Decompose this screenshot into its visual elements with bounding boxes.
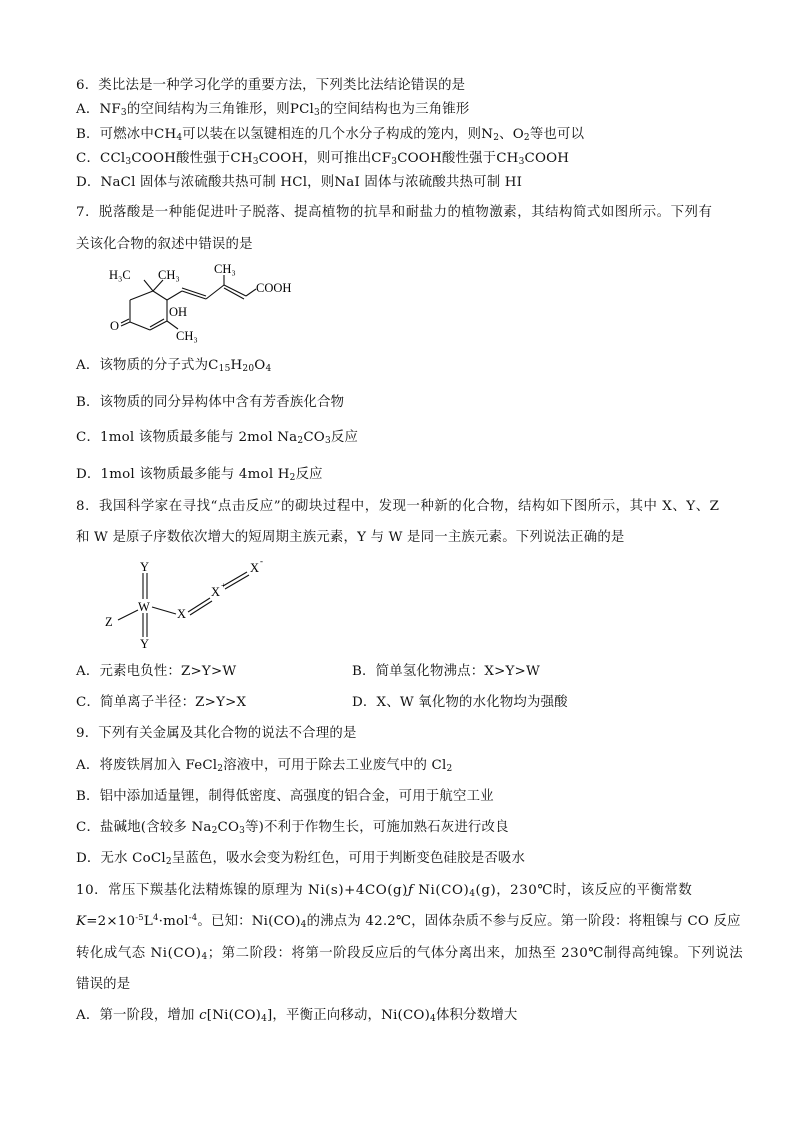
struct-ch3-top-label: CH₃ (158, 268, 180, 282)
struct-x1-label: X (177, 607, 187, 621)
struct-x2-charge: + (221, 581, 226, 590)
q10-option-a: A．第一阶段，增加 $c[Ni(CO)_4]$，平衡正向移动，$Ni(CO)_4$体积分数增大 (76, 1008, 518, 1024)
q8-option-b: B．简单氢化物沸点：X>Y>W (352, 664, 540, 679)
q6-option-b: B．可燃冰中$CH_4$可以装在以氢键相连的几个水分子构成的笼内，则$N_2$、$O_2$等也可以 (76, 127, 585, 143)
q8-option-a: A．元素电负性：Z>Y>W (76, 664, 237, 679)
q6-option-d: D．NaCl 固体与浓硫酸共热可制 HCl，则NaI 固体与浓硫酸共热可制 HI (76, 175, 523, 190)
struct-h3c-label: H₃C (109, 268, 131, 282)
q7-option-c: C．1mol 该物质最多能与 2mol $Na_2CO_3$反应 (76, 430, 359, 446)
struct-oh-label: OH (169, 305, 188, 319)
q9-stem: 9．下列有关金属及其化合物的说法不合理的是 (76, 726, 357, 741)
q9-option-c: C．盐碱地(含较多 $Na_2CO_3$等)不利于作物生长，可施加熟石灰进行改良 (76, 820, 509, 836)
q10-stem-line3: 转化成气态 $Ni(CO)_4$；第二阶段：将第一阶段反应后的气体分离出来，加热至 230℃制得高纯镍。下列说法 (76, 946, 744, 962)
q9-option-d: D．无水 CoCl$_2$呈蓝色，吸水会变为粉红色，可用于判断变色硅胶是否吸水 (76, 851, 526, 867)
q7-stem-line2: 关该化合物的叙述中错误的是 (76, 237, 253, 252)
q8-stem-line2: 和 W 是原子序数依次增大的短周期主族元素，Y 与 W 是同一主族元素。下列说法正确的是 (76, 530, 625, 545)
abscisic-acid-structure (100, 258, 310, 348)
struct-z-label: Z (105, 615, 113, 629)
q8-options-row1 (76, 663, 540, 681)
q8-option-c: C．简单离子半径：Z>Y>X (76, 695, 247, 710)
q8-option-d: D．X、W 氧化物的水化物均为强酸 (352, 695, 568, 710)
struct-x3-label: X (250, 561, 260, 575)
struct-x2-label: X (211, 585, 221, 599)
q7-stem-line1: 7．脱落酸是一种能促进叶子脱落、提高植物的抗旱和耐盐力的植物激素，其结构简式如图所示。下列有 (76, 205, 713, 220)
struct-w-label: W (138, 600, 150, 614)
q8-options-row2 (76, 694, 568, 712)
compound-structure (100, 556, 290, 656)
struct-cooh-label: COOH (256, 281, 292, 295)
q8-stem-line1: 8．我国科学家在寻找“点击反应”的砌块过程中，发现一种新的化合物，结构如下图所示，其中 X、Y、Z (76, 499, 720, 514)
q7-option-d: D．1mol 该物质最多能与 4mol $H_2$反应 (76, 467, 323, 483)
struct-x3-charge: - (260, 556, 263, 566)
q10-stem-line2: $K=2\times 10^{-5}L^4\cdot mol^{-4}$。已知：$Ni(CO)_4$的沸点为 42.2℃，固体杂质不参与反应。第一阶段：将粗镍与 CO 反应 (76, 913, 741, 930)
struct-ch3-side-label: CH₃ (214, 262, 236, 276)
q7-option-a: A．该物质的分子式为$C_{15}H_{20}O_4$ (76, 358, 272, 374)
struct-y-bottom-label: Y (140, 637, 150, 651)
q9-option-b: B．铝中添加适量锂，制得低密度、高强度的铝合金，可用于航空工业 (76, 789, 494, 804)
q6-option-a: A．$NF_3$的空间结构为三角锥形，则PCl$_3$的空间结构也为三角锥形 (76, 102, 470, 118)
q7-option-b: B．该物质的同分异构体中含有芳香族化合物 (76, 395, 345, 410)
struct-y-top-label: Y (140, 560, 150, 574)
struct-oxygen-label: O (110, 319, 120, 333)
q10-stem-line4: 错误的是 (76, 977, 131, 992)
q10-stem-line1: 10．常压下羰基化法精炼镍的原理为 Ni(s)+4CO(g)ƒ $Ni(CO)_4(g)$，230℃时，该反应的平衡常数 (76, 883, 693, 899)
q9-option-a: A．将废铁屑加入 FeCl$_2$溶液中，可用于除去工业废气中的 $Cl_2$ (76, 758, 453, 774)
q6-option-c: C．CCl$_3$COOH酸性强于$CH_3COOH$，则可推出$CF_3COOH$酸性强于$CH_3COOH$ (76, 151, 570, 167)
q6-stem: 6．类比法是一种学习化学的重要方法，下列类比法结论错误的是 (76, 78, 466, 93)
struct-ch3-bottom-label: CH₃ (176, 329, 198, 343)
